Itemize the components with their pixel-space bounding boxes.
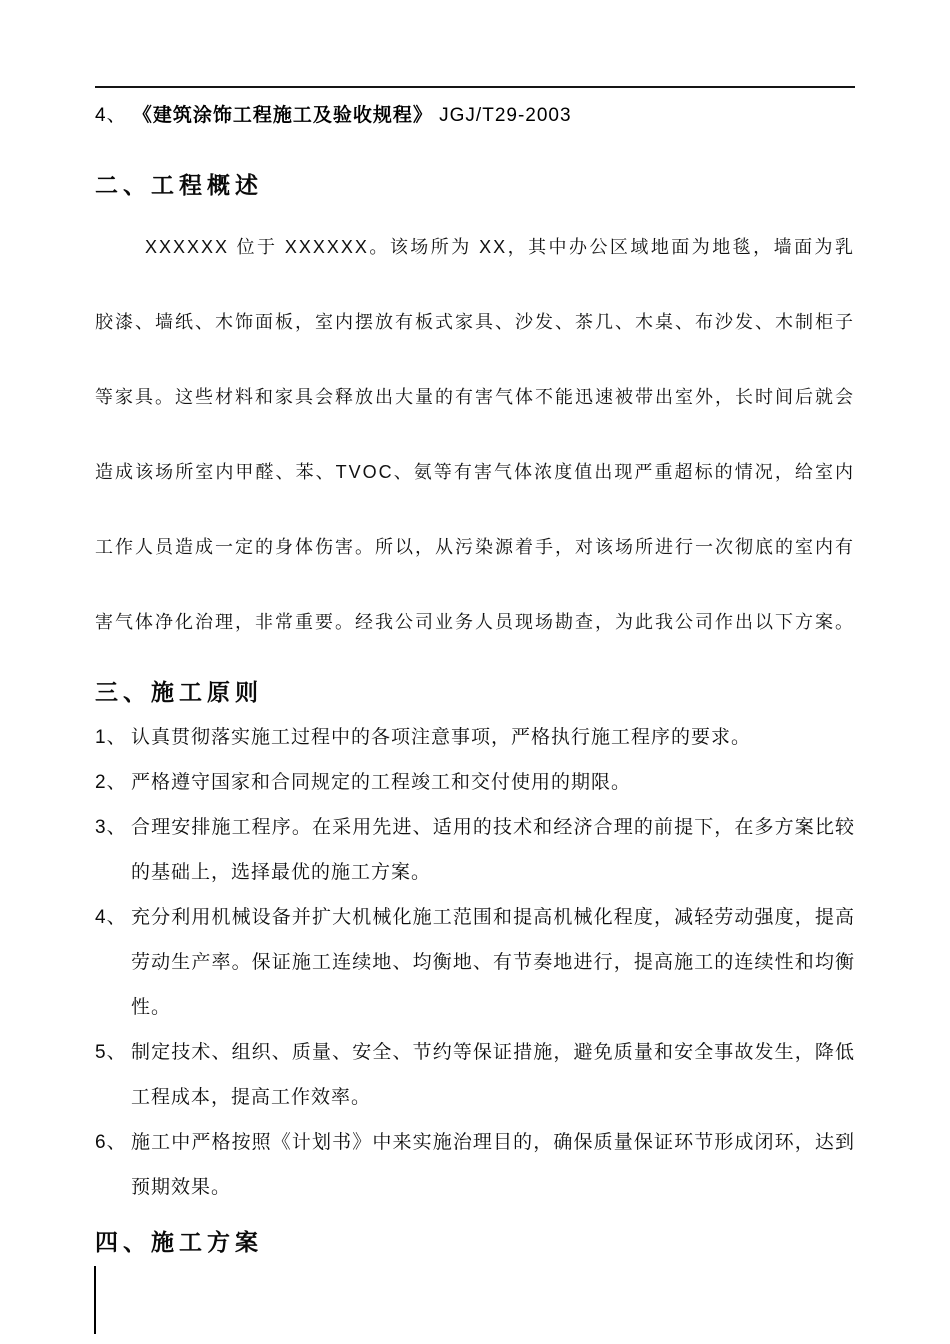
principle-number: 3、: [95, 817, 127, 838]
principle-text: 充分利用机械设备并扩大机械化施工范围和提高机械化程度，减轻劳动强度，提高劳动生产率。保证施工连续地、均衡地、有节奏地进行，提高施工的连续性和均衡性。: [131, 907, 855, 1018]
principle-text: 制定技术、组织、质量、安全、节约等保证措施，避免质量和安全事故发生，降低工程成本，提高工作效率。: [131, 1042, 855, 1108]
reference-title: 《建筑涂饰工程施工及验收规程》: [132, 105, 433, 126]
principle-item: [95, 715, 855, 760]
principle-item: [95, 1030, 855, 1120]
section-principles-heading: 三、施工原则: [95, 679, 263, 705]
principle-number: 1、: [95, 727, 127, 748]
principle-text: 严格遵守国家和合同规定的工程竣工和交付使用的期限。: [131, 772, 632, 793]
principle-text: 施工中严格按照《计划书》中来实施治理目的，确保质量保证环节形成闭环，达到预期效果。: [131, 1132, 855, 1198]
reference-code: JGJ/T29-2003: [432, 105, 572, 126]
principle-number: 5、: [95, 1042, 127, 1063]
reference-number: 4、: [95, 105, 133, 126]
principle-number: 2、: [95, 772, 127, 793]
reference-item: [95, 100, 855, 127]
page-corner-mark: [94, 1266, 96, 1334]
section-overview-heading: 二、工程概述: [95, 172, 263, 198]
header-rule: [95, 86, 855, 88]
principle-item: [95, 895, 855, 1030]
principle-text: 合理安排施工程序。在采用先进、适用的技术和经济合理的前提下，在多方案比较的基础上，选择最优的施工方案。: [131, 817, 855, 883]
overview-paragraph: XXXXXX 位于 XXXXXX。该场所为 XX，其中办公区域地面为地毯，墙面为乳胶漆、墙纸、木饰面板，室内摆放有板式家具、沙发、茶几、木桌、布沙发、木制柜子等家具。这些材料和家具会释放出大量的有害气体不能迅速被带出室外，长时间后就会造成该场所室内甲醛、苯、TVOC、氨等有害气体浓度值出现严重超标的情况，给室内工作人员造成一定的身体伤害。所以，从污染源着手，对该场所进行一次彻底的室内有害气体净化治理，非常重要。经我公司业务人员现场勘查，为此我公司作出以下方案。: [95, 237, 855, 632]
principle-text: 认真贯彻落实施工过程中的各项注意事项，严格执行施工程序的要求。: [131, 727, 752, 748]
principles-list: [95, 715, 855, 1210]
principle-item: [95, 805, 855, 895]
principle-item: [95, 1120, 855, 1210]
principle-number: 4、: [95, 907, 127, 928]
section-plan-heading: 四、施工方案: [95, 1229, 263, 1255]
principle-number: 6、: [95, 1132, 127, 1153]
principle-item: [95, 760, 855, 805]
